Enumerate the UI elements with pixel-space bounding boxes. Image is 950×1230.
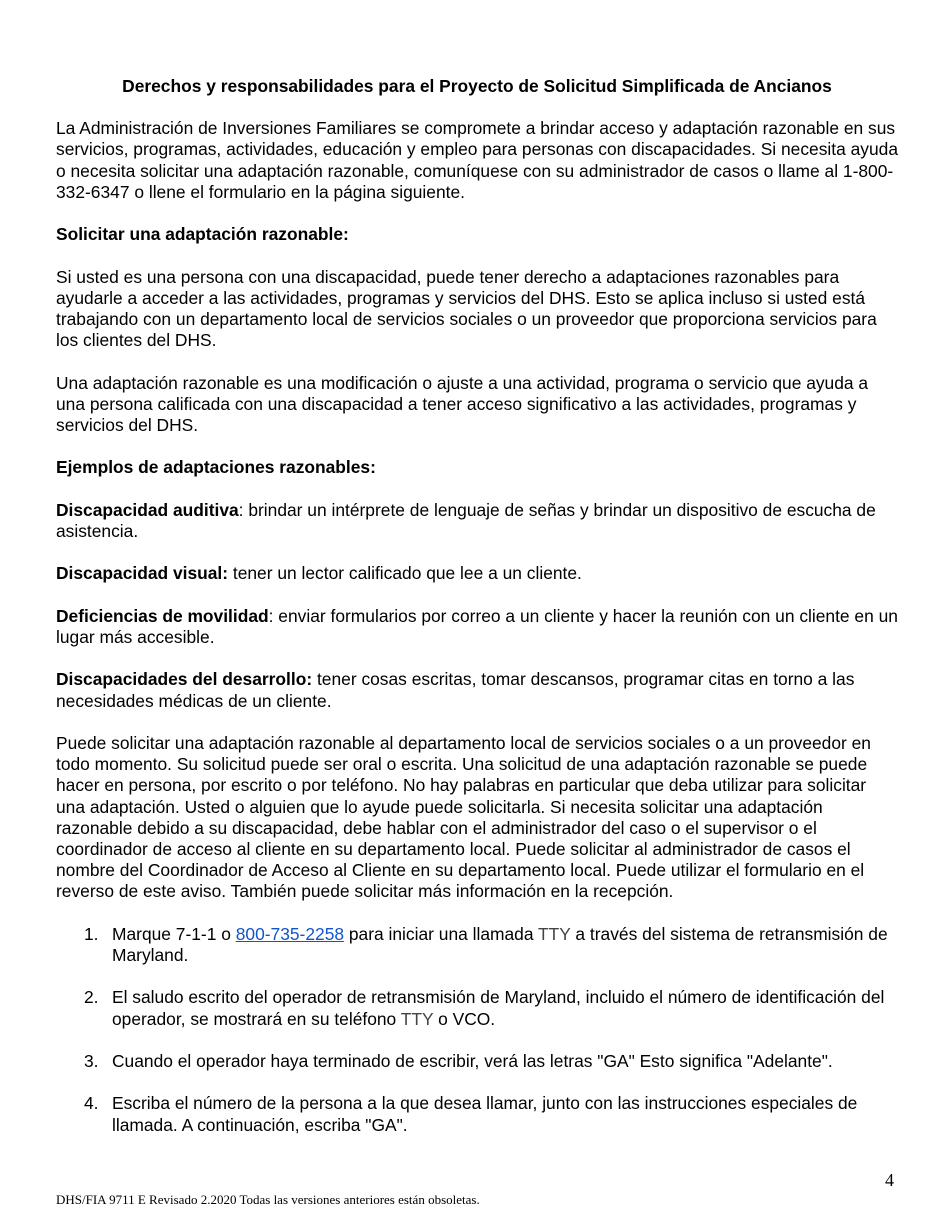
step-text: Marque 7-1-1 o	[112, 923, 236, 944]
how-to-request-paragraph: Puede solicitar una adaptación razonable al departamento local de servicios sociales o a un proveedor en todo momento. Su solicitud puede ser oral o escrita. Una solicitud de una adaptación razonable se puede hacer en persona, por escrito o por teléfono. No hay palabras en particular que deba utilizar para solicitar una adaptación. Usted o alguien que lo ayude puede solicitarla. Si necesita solicitar una adaptación razonable debido a su discapacidad, debe hablar con el administrador del caso o el supervisor o el coordinador de acceso al cliente en su departamento local. Puede solicitar al administrador de casos el nombre del Coordinador de Acceso al Cliente en su departamento local. Puede utilizar el formulario en el reverso de este aviso. También puede solicitar más información en la recepción.	[56, 732, 871, 902]
example-text: : enviar formularios por correo a un cliente y hacer la reunión con un cliente en un lugar más accesible.	[56, 605, 898, 647]
step-number: 4.	[84, 1093, 99, 1114]
request-paragraph-1: Si usted es una persona con una discapacidad, puede tener derecho a adaptaciones razonables para ayudarle a acceder a las actividades, programas y servicios del DHS. Esto se aplica incluso si usted está trabajando con un departamento local de servicios sociales o un proveedor que proporciona servicios para los clientes del DHS.	[56, 266, 877, 351]
example-text: tener un lector calificado que lee a un cliente.	[228, 563, 582, 584]
example-text: : brindar un intérprete de lenguaje de señas y brindar un dispositivo de escucha de asistencia.	[56, 499, 876, 541]
example-mobility	[56, 606, 898, 648]
step-text: para iniciar una llamada	[344, 923, 539, 944]
example-label: Discapacidades del desarrollo:	[56, 669, 313, 690]
section-heading-request: Solicitar una adaptación razonable:	[56, 224, 349, 245]
request-paragraph-2: Una adaptación razonable es una modificación o ajuste a una actividad, programa o servicio que ayuda a una persona calificada con una discapacidad a tener acceso significativo a las actividades, programas y servicios del DHS.	[56, 372, 869, 435]
example-developmental	[56, 669, 898, 711]
list-item	[56, 924, 898, 966]
form-footer: DHS/FIA 9711 E Revisado 2.2020 Todas las versiones anteriores están obsoletas.	[56, 1192, 480, 1207]
tty-term: TTY	[538, 923, 571, 944]
document-title: Derechos y responsabilidades para el Proyecto de Solicitud Simplificada de Ancianos	[122, 76, 832, 96]
list-item	[56, 1093, 898, 1135]
step-text: a través del sistema de retransmisión de Maryland.	[112, 923, 888, 965]
relay-phone-link[interactable]: 800-735-2258	[235, 923, 345, 944]
section-heading-examples: Ejemplos de adaptaciones razonables:	[56, 457, 376, 478]
tty-term: TTY	[400, 1008, 434, 1029]
step-number: 3.	[84, 1050, 99, 1071]
intro-paragraph: La Administración de Inversiones Familiares se compromete a brindar acceso y adaptación razonable en sus servicios, programas, actividades, educación y empleo para personas con discapacidades. Si necesita ayuda o necesita solicitar una adaptación razonable, comuníquese con su administrador de casos o llame al 1-800-332-6347 o llene el formulario en la página siguiente.	[56, 118, 898, 202]
page-number: 4	[885, 1170, 894, 1190]
example-text: tener cosas escritas, tomar descansos, programar citas en torno a las necesidades médicas de un cliente.	[56, 669, 855, 711]
step-number: 1.	[84, 923, 99, 944]
step-text: El saludo escrito del operador de retransmisión de Maryland, incluido el número de identificación del operador, se mostrará en su teléfono	[112, 987, 885, 1029]
example-label: Discapacidad auditiva	[56, 499, 239, 520]
relay-steps-list	[56, 924, 898, 1136]
step-number: 2.	[84, 987, 99, 1008]
step-text: o VCO.	[433, 1008, 496, 1029]
example-label: Discapacidad visual:	[56, 563, 229, 584]
step-text: Cuando el operador haya terminado de escribir, verá las letras "GA" Esto significa "Adelante".	[112, 1050, 833, 1071]
list-item	[56, 987, 898, 1029]
example-label: Deficiencias de movilidad	[56, 605, 269, 626]
step-text: Escriba el número de la persona a la que desea llamar, junto con las instrucciones especiales de llamada. A continuación, escriba "GA".	[112, 1093, 858, 1135]
list-item	[56, 1051, 898, 1072]
example-visual	[56, 563, 898, 584]
example-hearing	[56, 500, 898, 542]
document-page	[56, 76, 898, 1157]
